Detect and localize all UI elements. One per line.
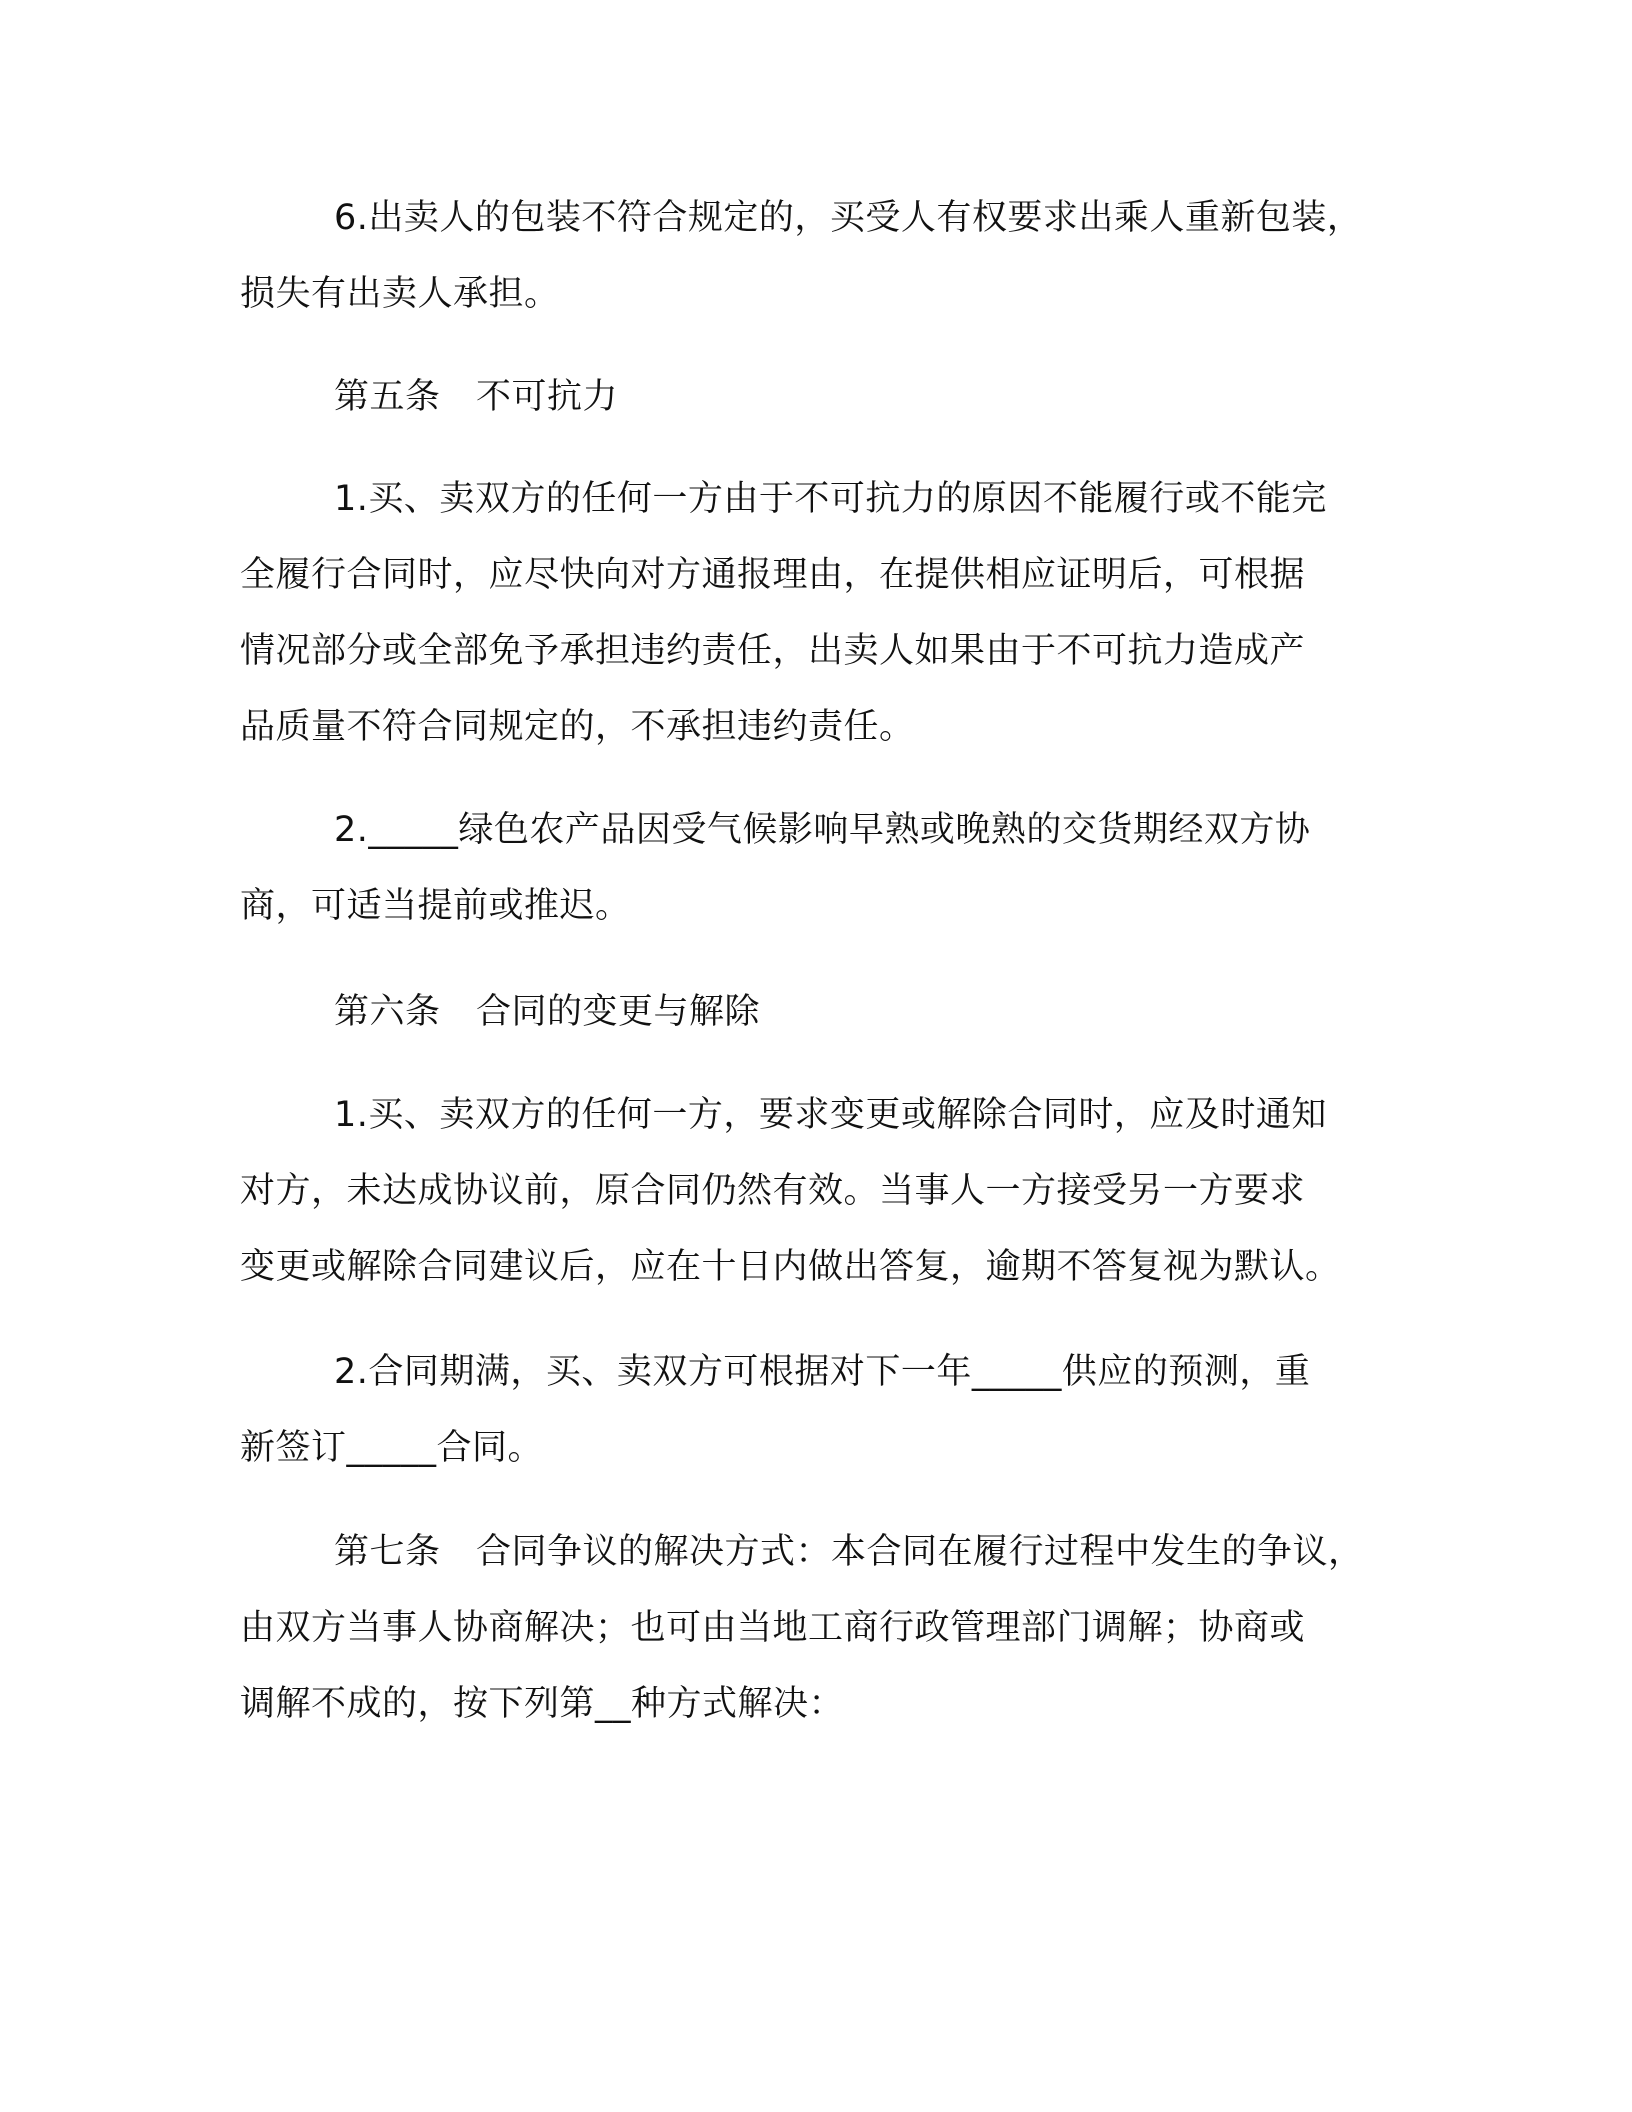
- section-heading: 第六条 合同的变更与解除: [334, 992, 761, 1032]
- paragraph-line: 商，可适当提前或推迟。: [240, 886, 631, 926]
- paragraph-line: 损失有出卖人承担。: [240, 274, 560, 314]
- paragraph-line: 情况部分或全部免予承担违约责任，出卖人如果由于不可抗力造成产: [240, 631, 1306, 671]
- paragraph-line: 2._____绿色农产品因受气候影响早熟或晚熟的交货期经双方协: [334, 810, 1311, 850]
- paragraph-line: 对方，未达成协议前，原合同仍然有效。当事人一方接受另一方要求: [240, 1171, 1306, 1211]
- section-heading: 第五条 不可抗力: [334, 377, 619, 417]
- paragraph-line: 调解不成的，按下列第__种方式解决：: [240, 1684, 845, 1724]
- paragraph-line: 6.出卖人的包装不符合规定的，买受人有权要求出乘人重新包装，: [334, 198, 1363, 238]
- paragraph-line: 全履行合同时，应尽快向对方通报理由，在提供相应证明后，可根据: [240, 555, 1306, 595]
- paragraph-line: 品质量不符合同规定的，不承担违约责任。: [240, 707, 915, 747]
- paragraph-line: 2.合同期满，买、卖双方可根据对下一年_____供应的预测，重: [334, 1352, 1311, 1392]
- paragraph-line: 变更或解除合同建议后，应在十日内做出答复，逾期不答复视为默认。: [240, 1247, 1341, 1287]
- paragraph-line: 新签订_____合同。: [240, 1428, 544, 1468]
- paragraph-line: 1.买、卖双方的任何一方，要求变更或解除合同时，应及时通知: [334, 1095, 1327, 1135]
- paragraph-line: 1.买、卖双方的任何一方由于不可抗力的原因不能履行或不能完: [334, 479, 1327, 519]
- paragraph-line: 由双方当事人协商解决；也可由当地工商行政管理部门调解；协商或: [240, 1608, 1306, 1648]
- section-heading: 第七条 合同争议的解决方式：本合同在履行过程中发生的争议，: [334, 1532, 1364, 1572]
